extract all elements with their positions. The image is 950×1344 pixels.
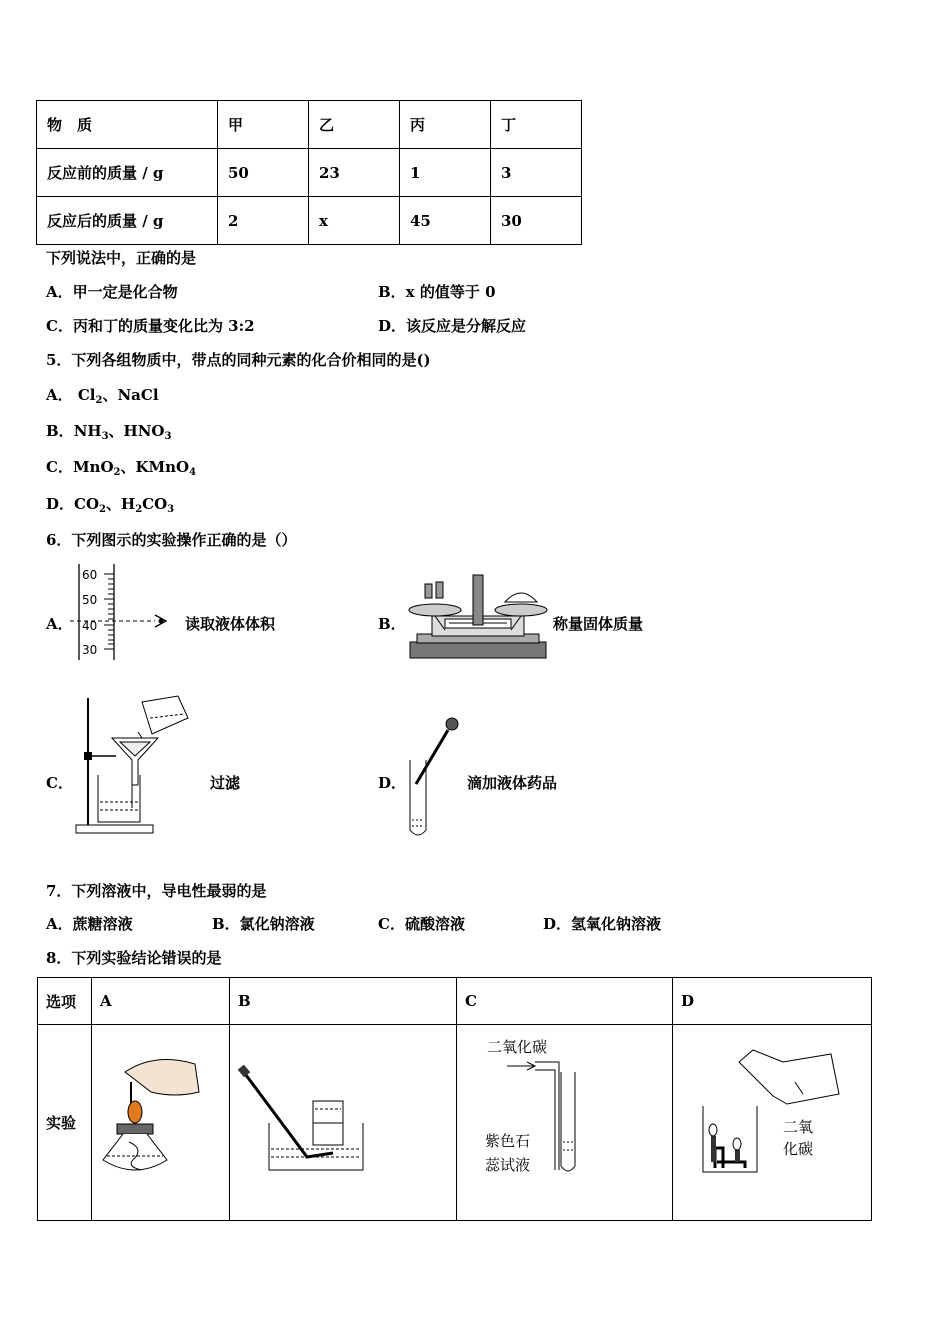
tick-label: 40 — [82, 619, 98, 633]
dropper-testtube-illustration — [400, 712, 465, 842]
q5-option-b: B．$NH_3$、$HNO_3$ — [46, 422, 172, 442]
table-cell: 反应后的质量 / g — [37, 197, 218, 245]
table-cell: x — [309, 197, 400, 245]
q7-option-c: C．硫酸溶液 — [378, 915, 465, 933]
q6-label-a: A． — [46, 615, 73, 633]
q7-option-a: A．蔗糖溶液 — [46, 915, 133, 933]
label-co2-2: 化碳 — [783, 1140, 814, 1158]
table-cell: 选项 — [38, 978, 92, 1025]
table-row — [37, 149, 582, 197]
table-cell: 物 质 — [37, 101, 218, 149]
q6-label-b: B． — [378, 615, 406, 633]
tick-label: 60 — [82, 568, 98, 582]
q5-option-a: A． $Cl_2$、NaCl — [46, 386, 159, 406]
table-cell: 丙 — [400, 101, 491, 149]
mass-table — [36, 100, 582, 245]
table-cell: 丁 — [491, 101, 582, 149]
table-cell: B — [230, 978, 457, 1025]
filtration-illustration — [70, 690, 195, 840]
q7-option-d: D．氢氧化钠溶液 — [543, 915, 662, 933]
q5-label-b: B． — [46, 422, 74, 440]
q6-caption-a: 读取液体体积 — [185, 615, 276, 633]
table-cell: 50 — [218, 149, 309, 197]
q7-option-b: B．氯化钠溶液 — [212, 915, 315, 933]
table-cell: 3 — [491, 149, 582, 197]
table-cell: C — [457, 978, 673, 1025]
table-cell: 45 — [400, 197, 491, 245]
table-cell: 实验 — [38, 1025, 92, 1221]
q6-caption-b: 称量固体质量 — [553, 615, 644, 633]
table-cell: 乙 — [309, 101, 400, 149]
q5-option-c: C．MnO$_2$、KMnO$_4$ — [46, 458, 197, 478]
q6-label-c: C． — [46, 774, 73, 792]
q5-label-c: C． — [46, 458, 73, 476]
table-cell: 2 — [218, 197, 309, 245]
q4-option-d: D．该反应是分解反应 — [378, 317, 527, 335]
q4-option-a: A．甲一定是化合物 — [46, 283, 178, 301]
q5-label-d: D． — [46, 495, 75, 513]
q5-option-d: D．$CO_2$、$H_2CO_3$ — [46, 495, 175, 515]
balance-scale-illustration — [405, 570, 550, 665]
tick-label: 50 — [82, 593, 98, 607]
q5-label-a: A． — [46, 386, 73, 404]
table-cell: 反应前的质量 / g — [37, 149, 218, 197]
label-co2-1: 二氧 — [783, 1118, 814, 1136]
burning-spoon-illustration — [95, 1052, 215, 1182]
graduated-cylinder-illustration — [70, 562, 180, 662]
q6-label-d: D． — [378, 774, 407, 792]
q6-stem: 6．下列图示的实验操作正确的是（） — [46, 531, 297, 549]
table-row — [37, 197, 582, 245]
table-header-row — [37, 101, 582, 149]
table-header-row — [38, 978, 872, 1025]
q7-stem: 7．下列溶液中，导电性最弱的是 — [46, 882, 267, 900]
table-cell: A — [92, 978, 230, 1025]
label-litmus-1: 紫色石 — [485, 1132, 531, 1150]
table-cell: 1 — [400, 149, 491, 197]
q4-option-b: B．x 的值等于 0 — [378, 283, 496, 301]
q4-option-c: C．丙和丁的质量变化比为 3:2 — [46, 317, 255, 335]
tick-label: 30 — [82, 643, 98, 657]
q6-caption-c: 过滤 — [210, 774, 241, 792]
co2-candles-illustration — [695, 1048, 845, 1178]
table-cell: 23 — [309, 149, 400, 197]
table-cell: D — [673, 978, 872, 1025]
label-co2: 二氧化碳 — [487, 1038, 548, 1056]
q5-stem: 5．下列各组物质中，带点的同种元素的化合价相同的是() — [46, 351, 431, 369]
co2-litmus-illustration — [475, 1030, 615, 1190]
table-cell: 甲 — [218, 101, 309, 149]
label-litmus-2: 蕊试液 — [485, 1156, 531, 1174]
gas-collection-illustration — [235, 1065, 375, 1175]
q8-stem: 8．下列实验结论错误的是 — [46, 949, 222, 967]
table-cell: 30 — [491, 197, 582, 245]
q6-caption-d: 滴加液体药品 — [467, 774, 558, 792]
q4-stem: 下列说法中，正确的是 — [46, 249, 197, 267]
